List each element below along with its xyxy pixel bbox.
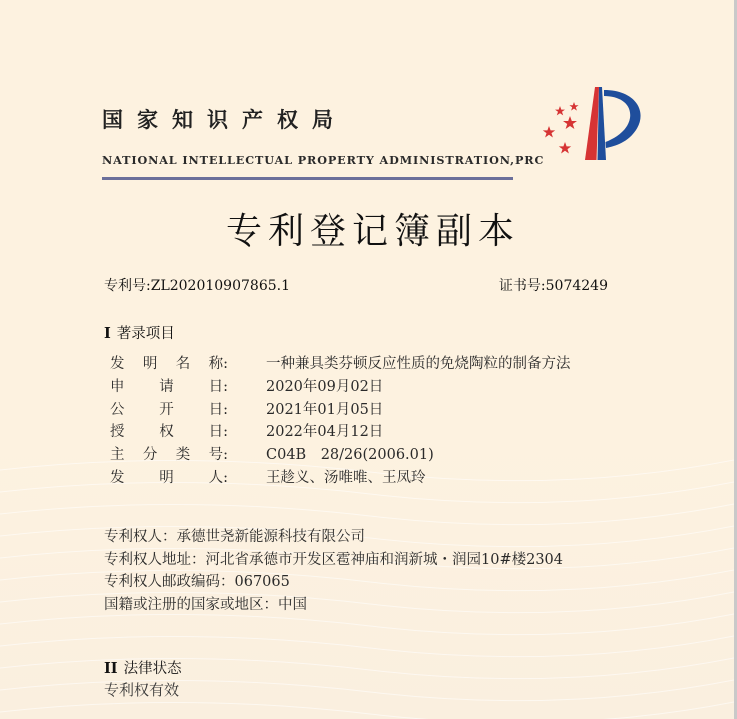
patentee-country: 国籍或注册的国家或地区：中国 xyxy=(104,596,307,613)
patent-number-label: 专利号: xyxy=(104,278,151,294)
section-legal-status-heading xyxy=(104,657,182,678)
field-label: 公 开 日: xyxy=(110,401,228,418)
cnipa-logo-icon xyxy=(536,82,646,172)
field-label: 主 分 类 号: xyxy=(110,447,228,464)
patentee-info xyxy=(104,526,563,616)
certificate-number xyxy=(499,275,608,295)
field-row-grant-date xyxy=(110,421,571,444)
section-number: II xyxy=(104,660,118,677)
section-bibliographic-heading xyxy=(104,322,175,343)
certificate-number-label: 证书号: xyxy=(498,278,546,294)
agency-name-english: NATIONAL INTELLECTUAL PROPERTY ADMINISTRATION,PRC xyxy=(102,153,545,167)
agency-name-chinese: 国家知识产权局 xyxy=(102,107,347,132)
field-row-application-date xyxy=(110,376,571,399)
section-number: I xyxy=(104,325,111,342)
patentee-name: 专利权人：承德世尧新能源科技有限公司 xyxy=(104,529,365,545)
field-value: 2022年04月12日 xyxy=(266,424,384,441)
field-value: C04B 28/26(2006.01) xyxy=(266,447,434,464)
field-value: 2021年01月05日 xyxy=(266,401,384,418)
section-title: 法律状态 xyxy=(123,661,182,677)
patentee-address: 专利权人地址：河北省承德市开发区雹神庙和润新城・润园10#楼2304 xyxy=(104,551,563,568)
field-label: 发 明 人: xyxy=(110,469,228,486)
field-row-inventors xyxy=(110,467,571,490)
field-row-main-classification xyxy=(110,444,571,467)
field-row-invention-title xyxy=(110,353,571,376)
patent-number-value: ZL202010907865.1 xyxy=(150,278,290,294)
field-label: 发 明 名 称: xyxy=(110,356,228,372)
certificate-number-value: 5074249 xyxy=(545,278,608,294)
patentee-postal-code: 专利权人邮政编码：067065 xyxy=(104,574,290,590)
legal-status-value: 专利权有效 xyxy=(104,681,180,699)
field-value: 2020年09月02日 xyxy=(266,378,384,395)
section-title: 著录项目 xyxy=(116,326,175,342)
header-divider xyxy=(102,177,513,180)
document-title: 专利登记簿副本 xyxy=(225,211,520,252)
field-value: 王趁义、汤唯唯、王凤玲 xyxy=(266,469,426,486)
bibliographic-fields xyxy=(110,353,571,490)
field-row-publication-date xyxy=(110,399,571,422)
field-value: 一种兼具类芬顿反应性质的免烧陶粒的制备方法 xyxy=(266,356,571,372)
patent-number xyxy=(104,275,290,295)
field-label: 授 权 日: xyxy=(110,424,228,441)
field-label: 申 请 日: xyxy=(110,378,228,395)
